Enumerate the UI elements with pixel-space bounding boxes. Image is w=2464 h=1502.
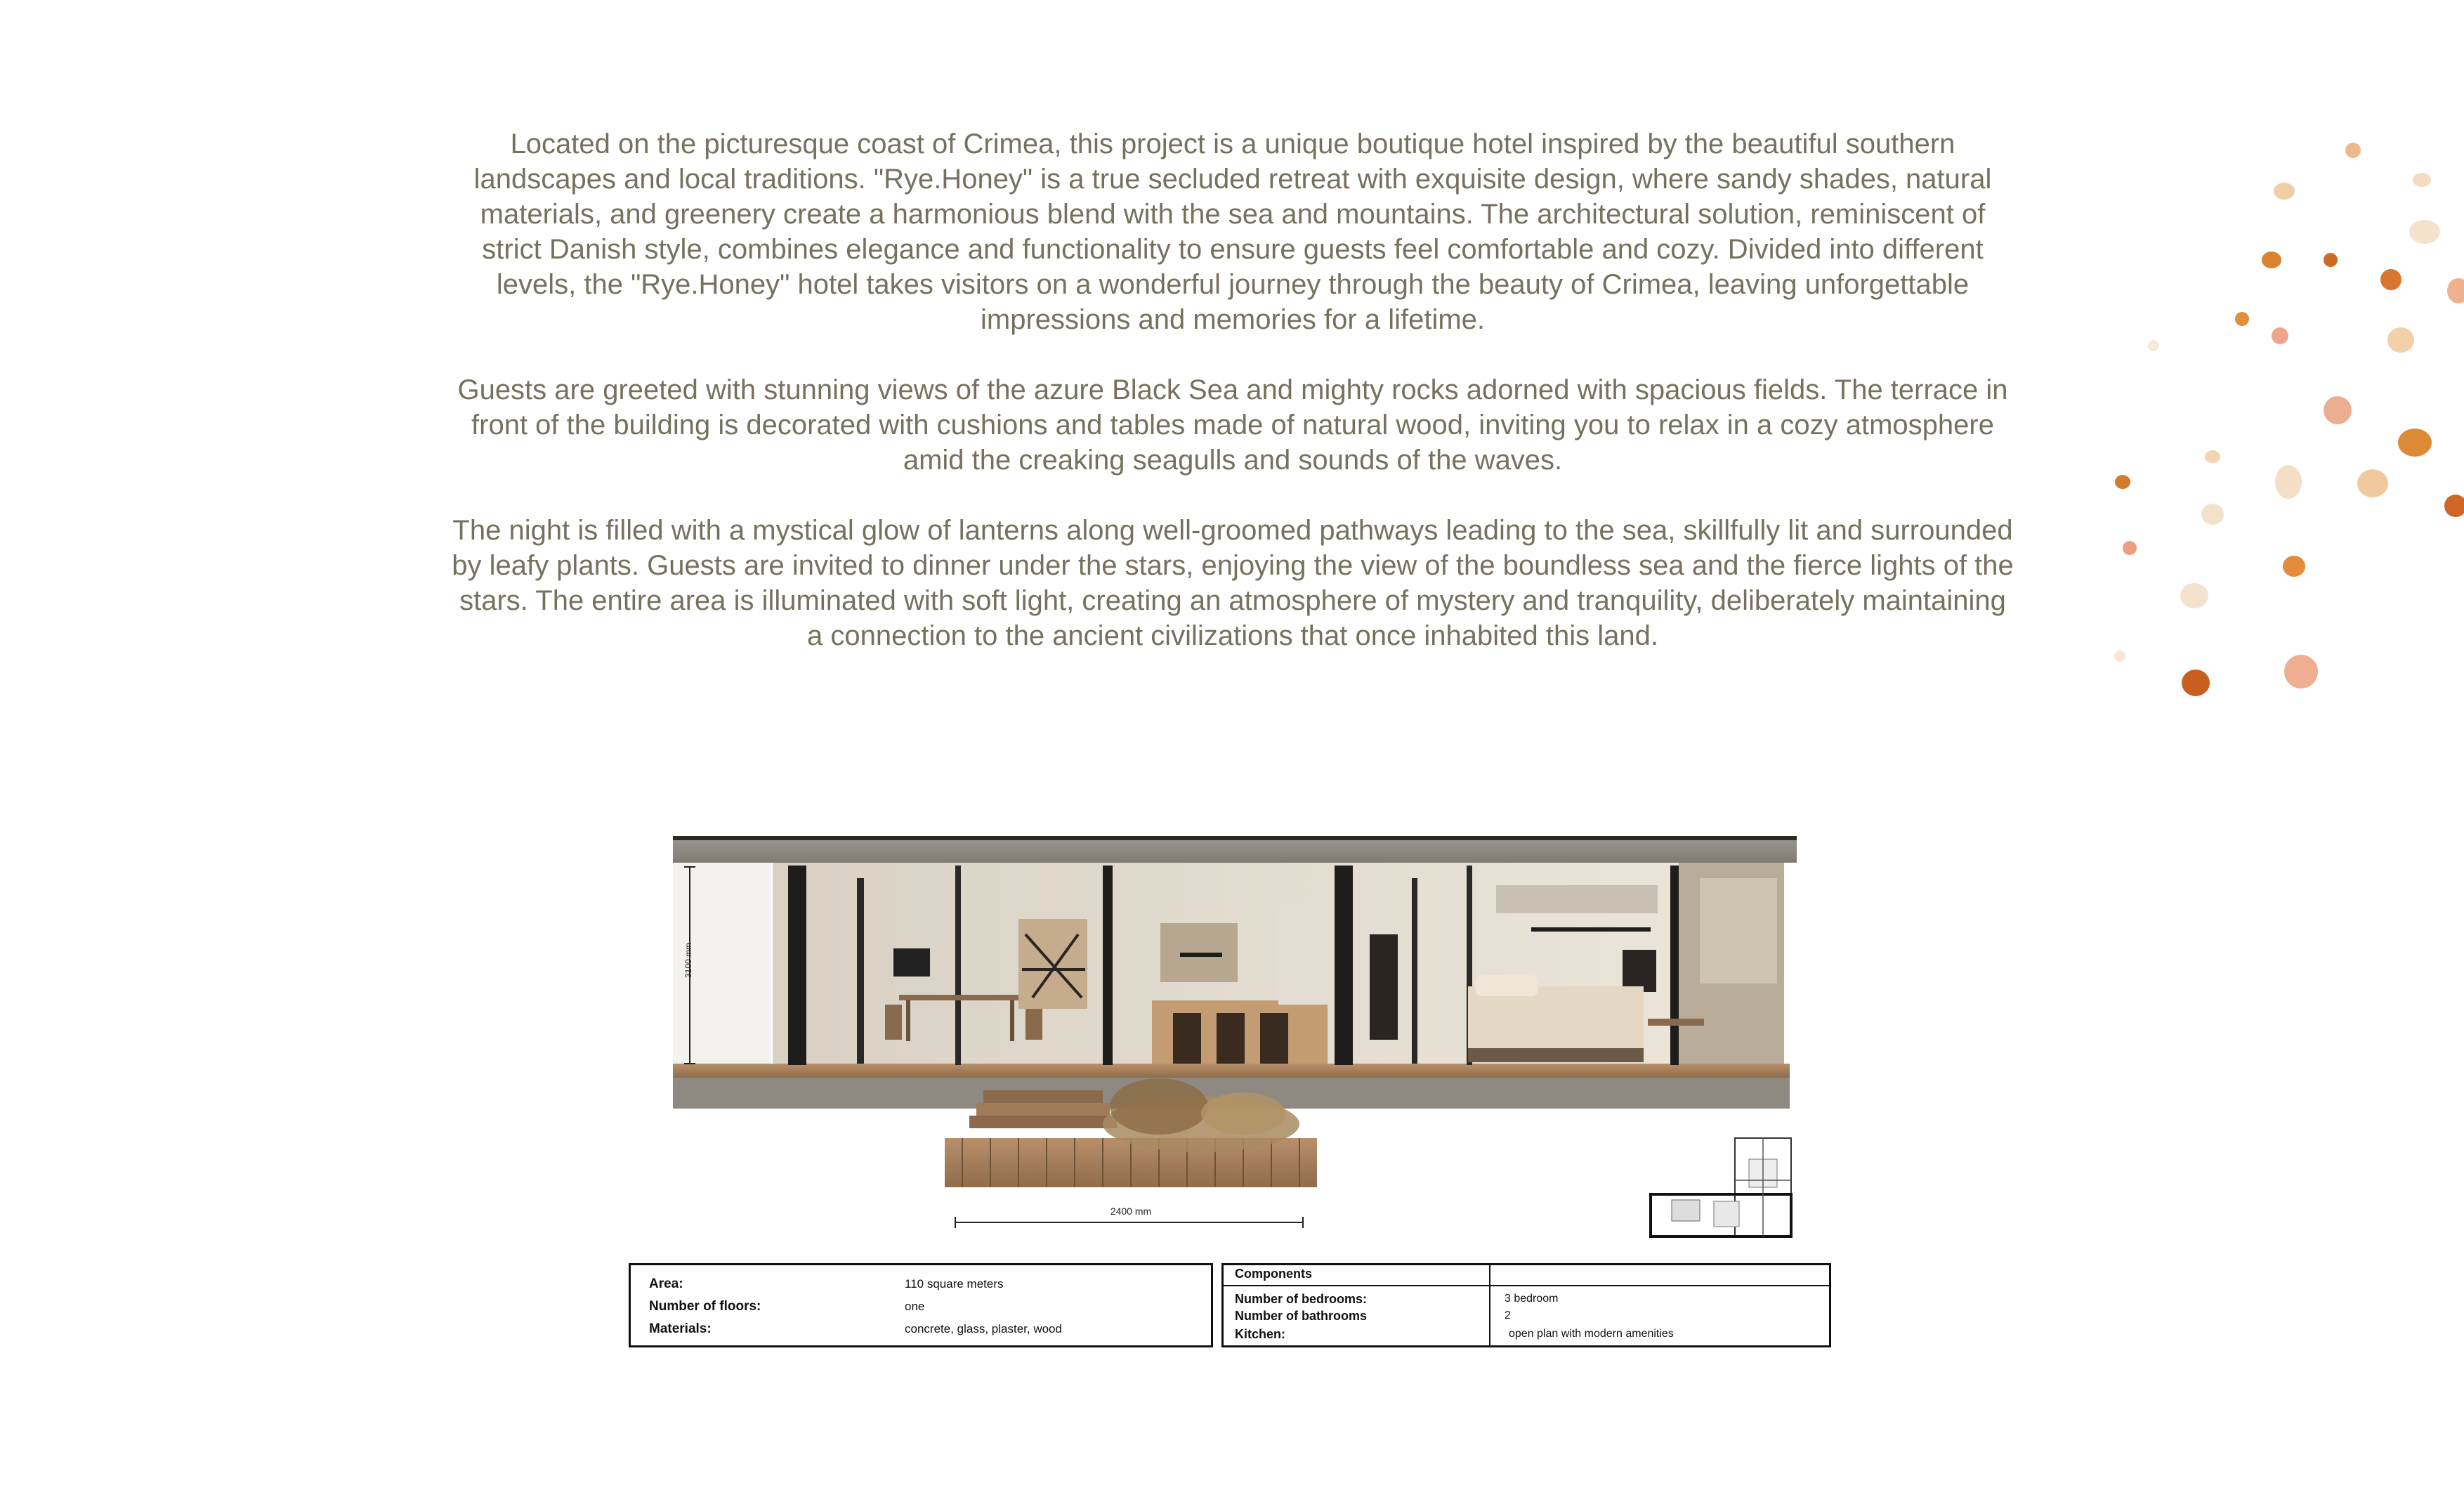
spec-value: 110 square meters bbox=[905, 1277, 1004, 1291]
decorative-dots bbox=[2079, 126, 2464, 717]
decor-dot bbox=[2387, 327, 2414, 353]
decor-dot bbox=[2324, 396, 2352, 424]
spec-value: concrete, glass, plaster, wood bbox=[905, 1322, 1062, 1336]
decor-dot bbox=[2182, 670, 2210, 696]
decor-dot bbox=[2324, 253, 2338, 267]
decor-dot bbox=[2357, 469, 2388, 497]
decor-dot bbox=[2284, 655, 2318, 688]
description-paragraph-2: Guests are greeted with stunning views of the azure Black Sea and mighty rocks adorned with spacious fields. The terrace in front of the building is decorated with cushions and tables made of natural wood, inviting you to relax in a cozy atmosphere amid the creaking seagulls and sounds of the waves. bbox=[457, 374, 2008, 476]
decor-dot bbox=[2274, 183, 2295, 200]
decor-dot bbox=[2114, 651, 2125, 662]
project-description bbox=[450, 126, 2016, 688]
spec-value: one bbox=[905, 1300, 925, 1313]
decor-dot bbox=[2205, 450, 2220, 463]
specifications bbox=[629, 1263, 1837, 1350]
spec-label: Materials: bbox=[649, 1321, 712, 1336]
description-paragraph-1: Located on the picturesque coast of Crimea, this project is a unique boutique hotel inspired by the beautiful southern landscapes and local traditions. "Rye.Honey" is a true secluded retreat with exquisite design, where sandy shades, natural materials, and greenery create a harmonious blend with the sea and mountains. The architectural solution, reminiscent of strict Danish style, combines elegance and functionality to ensure guests feel comfortable and cozy. Divided into different levels, the "Rye.Honey" hotel takes visitors on a wonderful journey through the beauty of Crimea, leaving unforgettable impressions and memories for a lifetime. bbox=[473, 129, 1992, 335]
decor-dot bbox=[2413, 173, 2431, 187]
decor-dot bbox=[2180, 583, 2208, 608]
width-dimension-label: 2400 mm bbox=[1110, 1206, 1152, 1217]
components-header: Components bbox=[1235, 1267, 1312, 1281]
decor-dot bbox=[2272, 327, 2288, 344]
spec-label: Number of bedrooms: bbox=[1235, 1292, 1368, 1306]
decor-dot bbox=[2345, 143, 2361, 158]
spec-label: Number of bathrooms bbox=[1235, 1309, 1368, 1323]
specs-table-left bbox=[629, 1263, 1213, 1347]
spec-label: Kitchen: bbox=[1235, 1327, 1285, 1341]
decor-dot bbox=[2447, 278, 2464, 303]
decor-dot bbox=[2115, 475, 2130, 489]
decor-dot bbox=[2275, 465, 2302, 499]
table-divider bbox=[1489, 1265, 1490, 1345]
decor-dot bbox=[2262, 252, 2281, 268]
decor-dot bbox=[2123, 541, 2137, 555]
decor-dot bbox=[2398, 429, 2432, 457]
floor-plan-inset bbox=[1651, 1138, 1791, 1236]
specs-table-right bbox=[1221, 1263, 1831, 1347]
table-divider bbox=[1224, 1285, 1829, 1286]
spec-value: open plan with modern amenities bbox=[1509, 1328, 1674, 1340]
decor-dot bbox=[2201, 504, 2224, 525]
house-section-image bbox=[667, 829, 1805, 1250]
spec-value: 3 bedroom bbox=[1505, 1293, 1559, 1305]
description-paragraph-3: The night is filled with a mystical glow of lanterns along well-groomed pathways leading to the sea, skillfully lit and surrounded by leafy plants. Guests are invited to dinner under the stars, enjoying the view of the boundless sea and the fierce lights of the stars. The entire area is illuminated with soft light, creating an atmosphere of mystery and tranquility, deliberately maintaining a connection to the ancient civilizations that once inhabited this land. bbox=[452, 515, 2014, 651]
decor-dot bbox=[2409, 220, 2440, 244]
spec-value: 2 bbox=[1505, 1310, 1511, 1321]
decor-dot bbox=[2444, 495, 2464, 517]
decor-dot bbox=[2235, 312, 2249, 326]
height-dimension-label: 3100 mm bbox=[683, 942, 693, 979]
decor-dot bbox=[2283, 556, 2305, 577]
spec-label: Area: bbox=[649, 1276, 683, 1291]
spec-label: Number of floors: bbox=[649, 1299, 761, 1314]
house-section-drawing bbox=[667, 829, 1805, 1250]
decor-dot bbox=[2148, 340, 2159, 351]
decor-dot bbox=[2380, 269, 2401, 290]
